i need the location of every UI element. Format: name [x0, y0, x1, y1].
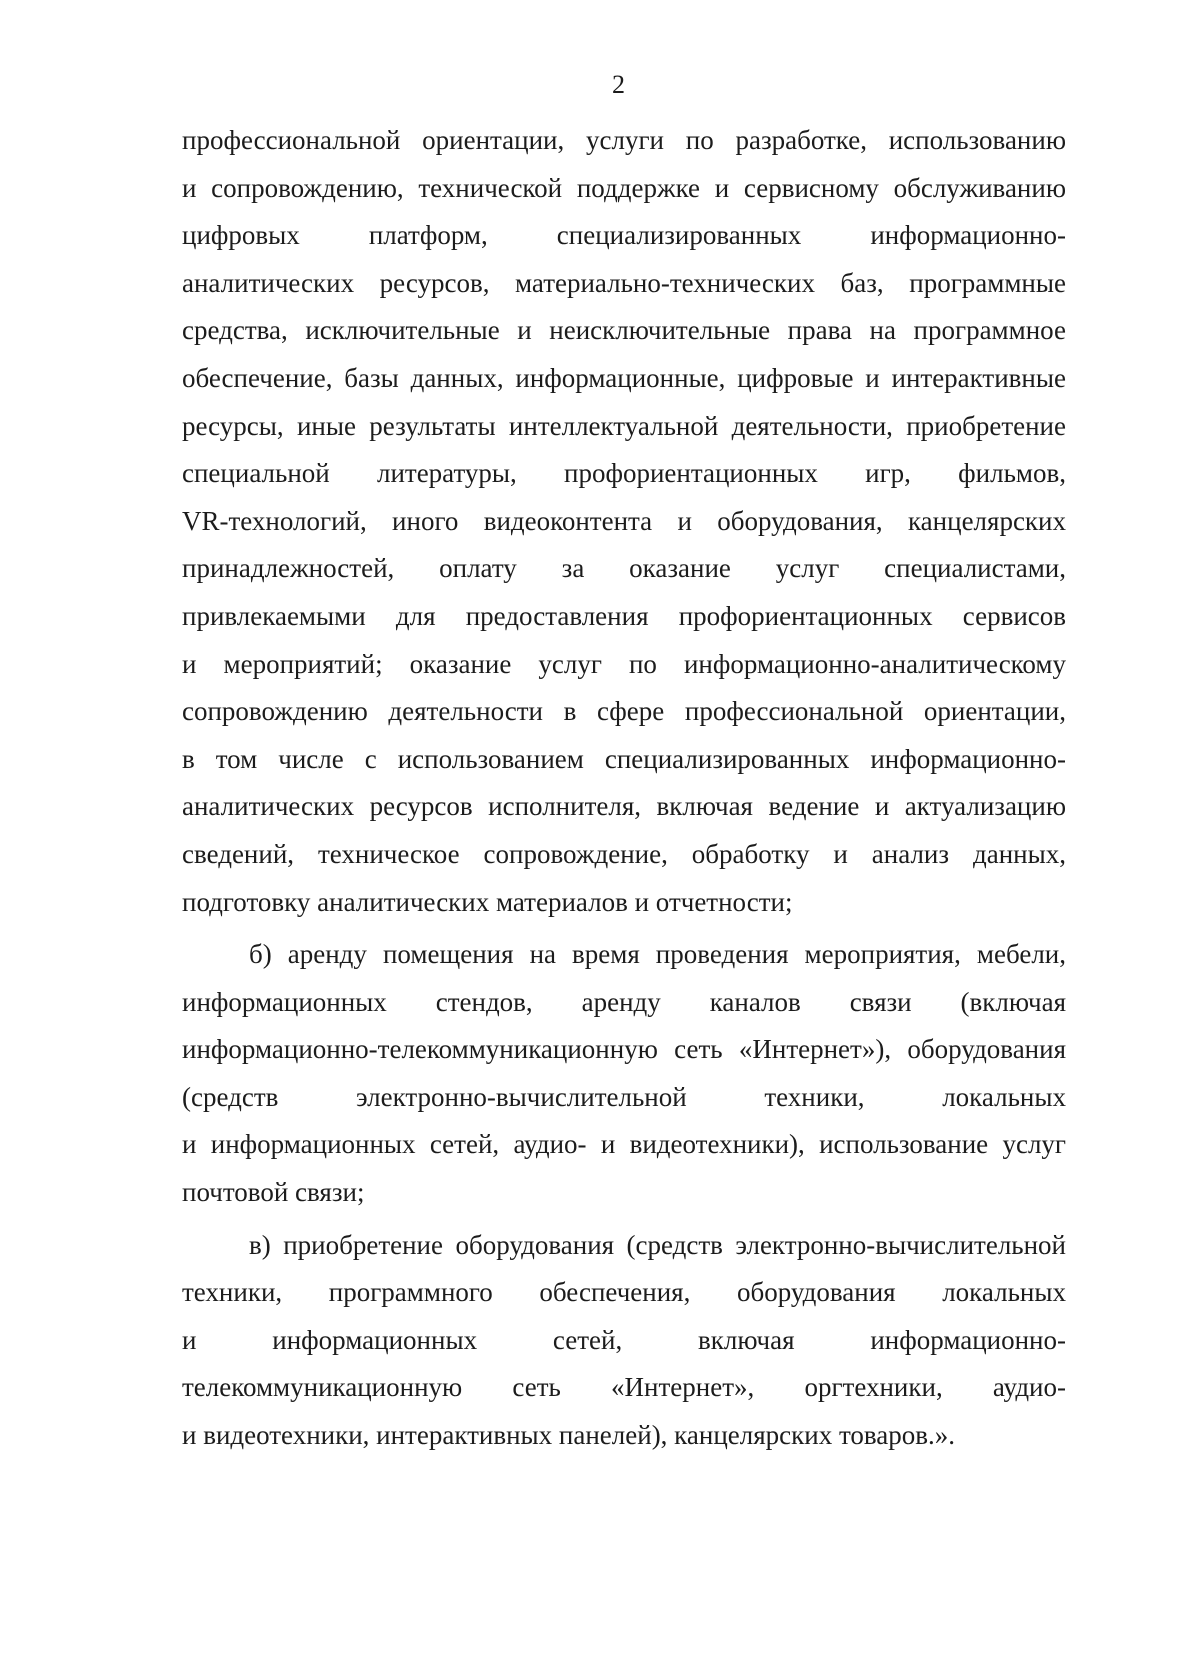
text-line: в том числе с использованием специализированных информационно- [182, 743, 1066, 774]
text-line: (средств электронно-вычислительной техники, локальных [182, 1081, 1066, 1112]
text-line: телекоммуникационную сеть «Интернет», оргтехники, аудио- [182, 1372, 1066, 1403]
text-line: аналитических ресурсов исполнителя, включая ведение и актуализацию [182, 791, 1066, 822]
text-line: и информационных сетей, включая информационно- [182, 1324, 1066, 1355]
text-line: аналитических ресурсов, материально-технических баз, программные [182, 267, 1066, 298]
text-line: и видеотехники, интерактивных панелей), канцелярских товаров.». [182, 1420, 956, 1451]
text-line: подготовку аналитических материалов и отчетности; [182, 886, 793, 917]
text-line: профессиональной ориентации, услуги по разработке, использованию [182, 125, 1066, 155]
text-line: б) аренду помещения на время проведения мероприятия, мебели, [249, 939, 1066, 970]
text-line: средства, исключительные и неисключительные права на программное [182, 315, 1066, 346]
text-line: сопровождению деятельности в сфере профессиональной ориентации, [182, 696, 1066, 727]
text-line: привлекаемыми для предоставления профориентационных сервисов [182, 600, 1066, 631]
text-line: и информационных сетей, аудио- и видеотехники), использование услуг [182, 1129, 1066, 1160]
document-body [182, 117, 1066, 1460]
text-line: в) приобретение оборудования (средств электронно-вычислительной [249, 1229, 1066, 1260]
paragraph-a-continuation [182, 117, 1066, 926]
text-line: информационных стендов, аренду каналов связи (включая [182, 986, 1066, 1017]
text-line: информационно-телекоммуникационную сеть «Интернет»), оборудования [182, 1034, 1066, 1065]
text-line: и мероприятий; оказание услуг по информационно-аналитическому [182, 648, 1066, 679]
text-line: принадлежностей, оплату за оказание услуг специалистами, [182, 553, 1066, 584]
text-line: и сопровождению, технической поддержке и сервисному обслуживанию [182, 172, 1066, 203]
paragraph-b [182, 931, 1066, 1217]
text-line: техники, программного обеспечения, оборудования локальных [182, 1277, 1066, 1308]
text-line: цифровых платформ, специализированных информационно- [182, 220, 1066, 251]
text-line: обеспечение, базы данных, информационные, цифровые и интерактивные [182, 362, 1066, 393]
paragraph-c [182, 1222, 1066, 1460]
text-line: почтовой связи; [182, 1177, 365, 1208]
text-line: специальной литературы, профориентационных игр, фильмов, [182, 458, 1066, 489]
text-line: VR-технологий, иного видеоконтента и оборудования, канцелярских [182, 505, 1066, 536]
text-line: сведений, техническое сопровождение, обработку и анализ данных, [182, 838, 1066, 869]
text-line: ресурсы, иные результаты интеллектуальной деятельности, приобретение [182, 410, 1066, 441]
page-number: 2 [612, 70, 625, 99]
